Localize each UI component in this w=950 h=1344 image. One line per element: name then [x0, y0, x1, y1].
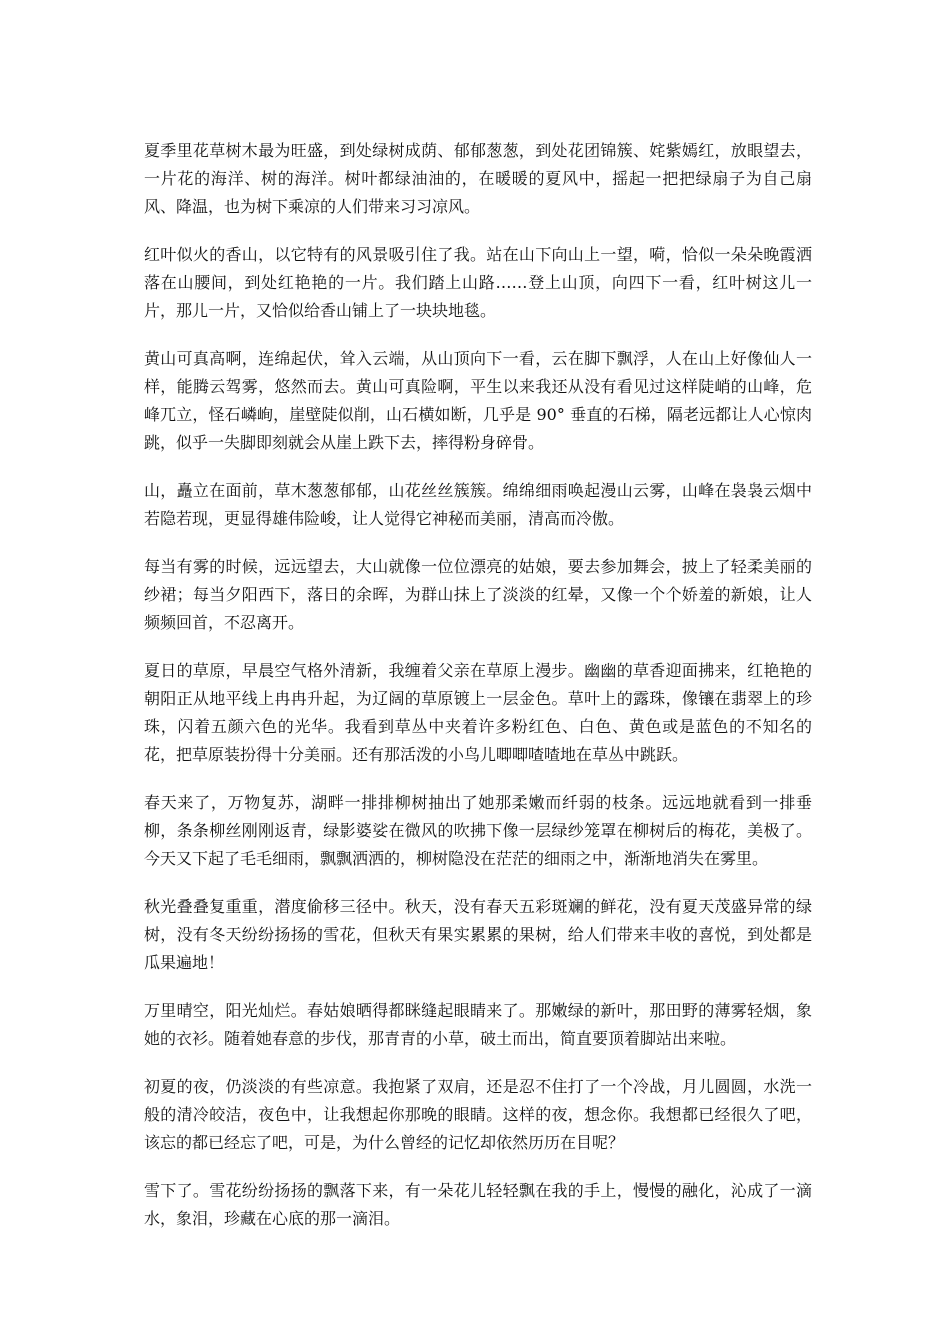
paragraph: 雪下了。雪花纷纷扬扬的飘落下来，有一朵花儿轻轻飘在我的手上，慢慢的融化，沁成了一滴水，象泪，珍藏在心底的那一滴泪。 [144, 1181, 812, 1228]
paragraph: 初夏的夜，仍淡淡的有些凉意。我抱紧了双肩，还是忍不住打了一个冷战，月儿圆圆，水洗一般的清冷皎洁，夜色中，让我想起你那晚的眼睛。这样的夜，想念你。我想都已经很久了吧，该忘的都已经忘了吧，可是，为什么曾经的记忆却依然历历在目呢？ [144, 1077, 812, 1152]
paragraph: 万里晴空，阳光灿烂。春姑娘晒得都眯缝起眼睛来了。那嫩绿的新叶，那田野的薄雾轻烟，象她的衣衫。随着她春意的步伐，那青青的小草，破土而出，简直要顶着脚站出来啦。 [144, 1001, 812, 1048]
paragraph: 春天来了，万物复苏，湖畔一排排柳树抽出了她那柔嫩而纤弱的枝条。远远地就看到一排垂柳，条条柳丝刚刚返青，绿影婆娑在微风的吹拂下像一层绿纱笼罩在柳树后的梅花，美极了。今天又下起了毛毛细雨，飘飘洒洒的，柳树隐没在茫茫的细雨之中，渐渐地消失在雾里。 [144, 793, 812, 868]
paragraph: 红叶似火的香山，以它特有的风景吸引住了我。站在山下向山上一望，嗬，恰似一朵朵晚霞洒落在山腰间，到处红艳艳的一片。我们踏上山路……登上山顶，向四下一看，红叶树这儿一片，那儿一片，又恰似给香山铺上了一块块地毯。 [144, 245, 812, 320]
paragraph: 夏季里花草树木最为旺盛，到处绿树成荫、郁郁葱葱，到处花团锦簇、姹紫嫣红，放眼望去，一片花的海洋、树的海洋。树叶都绿油油的，在暖暖的夏风中，摇起一把把绿扇子为自己扇风、降温，也为树下乘凉的人们带来习习凉风。 [144, 141, 812, 216]
paragraph: 夏日的草原，早晨空气格外清新，我缠着父亲在草原上漫步。幽幽的草香迎面拂来，红艳艳的朝阳正从地平线上冉冉升起，为辽阔的草原镀上一层金色。草叶上的露珠，像镶在翡翠上的珍珠，闪着五颜六色的光华。我看到草丛中夹着许多粉红色、白色、黄色或是蓝色的不知名的花，把草原装扮得十分美丽。还有那活泼的小鸟儿唧唧喳喳地在草丛中跳跃。 [144, 661, 812, 764]
document-body [144, 137, 812, 1253]
paragraph: 秋光叠叠复重重，潜度偷移三径中。秋天，没有春天五彩斑斓的鲜花，没有夏天茂盛异常的绿树，没有冬天纷纷扬扬的雪花，但秋天有果实累累的果树，给人们带来丰收的喜悦，到处都是瓜果遍地！ [144, 897, 812, 972]
paragraph: 每当有雾的时候，远远望去，大山就像一位位漂亮的姑娘，要去参加舞会，披上了轻柔美丽的纱裙；每当夕阳西下，落日的余晖，为群山抹上了淡淡的红晕，又像一个个娇羞的新娘，让人频频回首，不忍离开。 [144, 557, 812, 632]
paragraph: 山，矗立在面前，草木葱葱郁郁，山花丝丝簇簇。绵绵细雨唤起漫山云雾，山峰在袅袅云烟中若隐若现，更显得雄伟险峻，让人觉得它神秘而美丽，清高而冷傲。 [144, 481, 812, 528]
paragraph: 黄山可真高啊，连绵起伏，耸入云端，从山顶向下一看，云在脚下飘浮，人在山上好像仙人一样，能腾云驾雾，悠然而去。黄山可真险啊，平生以来我还从没有看见过这样陡峭的山峰，危峰兀立，怪石嶙峋，崖壁陡似削，山石横如断，几乎是 90° 垂直的石梯，隔老远都让人心惊肉跳，似乎一失脚即刻就会从崖上跌下去，摔得粉身碎骨。 [144, 349, 812, 452]
